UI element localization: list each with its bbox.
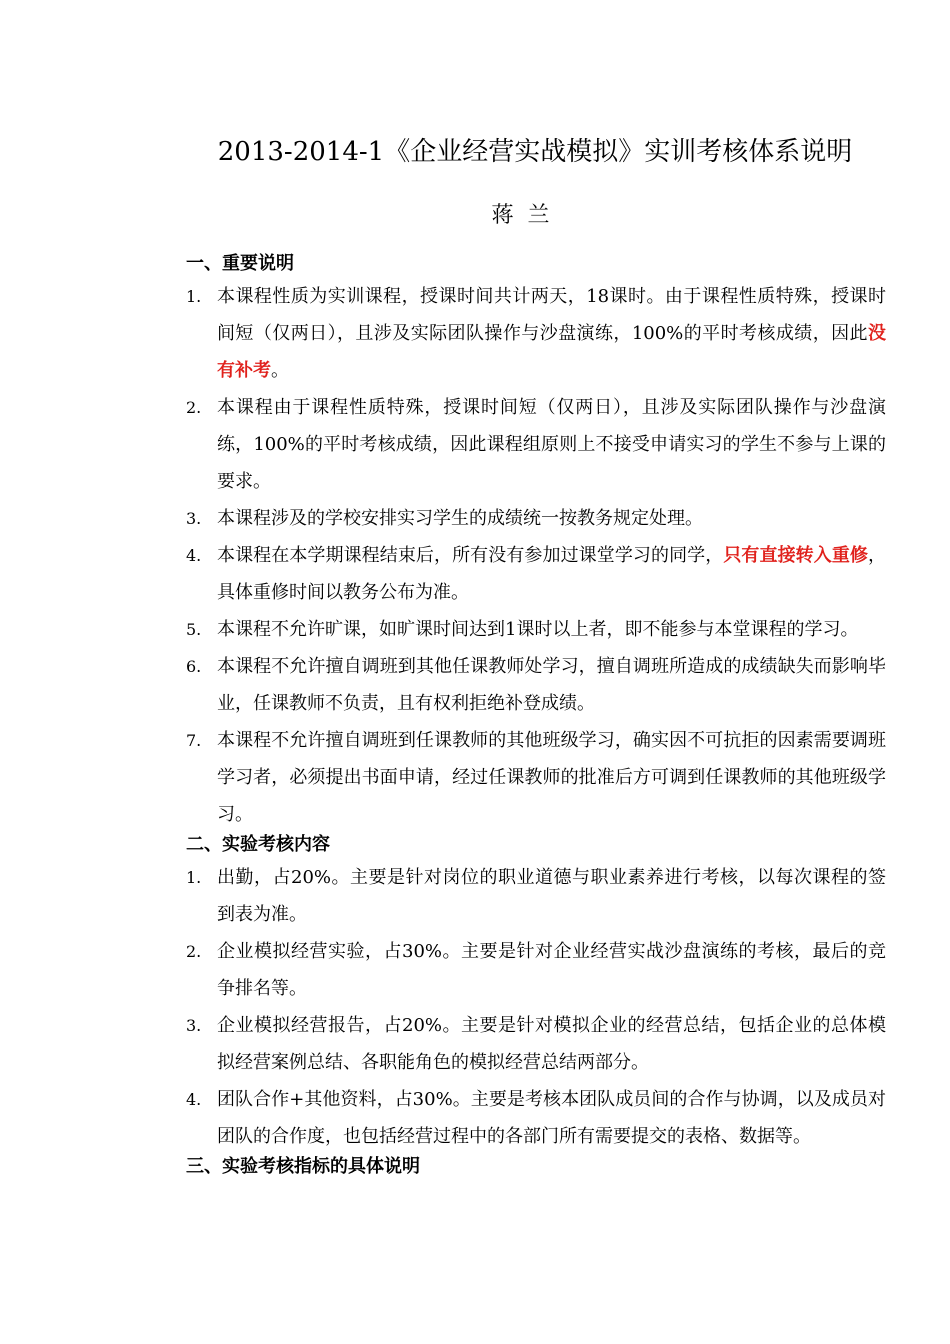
list-item-text bbox=[217, 389, 886, 500]
list-item-text bbox=[217, 648, 886, 722]
body-text: ，具体重修时间以教务公布为准。 bbox=[217, 545, 887, 603]
list-item bbox=[186, 722, 886, 833]
body-text: 本课程不允许擅自调班到任课教师的其他班级学习，确实因不可抗拒的因素需要调班学习者，必须提出书面申请，经过任课教师的批准后方可调到任课教师的其他班级学习。 bbox=[217, 730, 886, 825]
body-text: 本课程在本学期课程结束后，所有没有参加过课堂学习的同学， bbox=[217, 545, 724, 566]
list-item bbox=[186, 389, 886, 500]
list-item-number: 7. bbox=[186, 731, 202, 750]
list-item-number: 6. bbox=[186, 657, 202, 676]
list-item-text bbox=[217, 1007, 886, 1081]
list-item-number: 3. bbox=[186, 509, 202, 528]
emphasis-text: 没有补考 bbox=[217, 323, 886, 381]
body-text: 。 bbox=[271, 360, 289, 381]
section-list bbox=[186, 278, 886, 833]
list-item bbox=[186, 859, 886, 933]
body-text: 本课程不允许旷课，如旷课时间达到1课时以上者，即不能参与本堂课程的学习。 bbox=[217, 619, 859, 640]
section-heading: 二、实验考核内容 bbox=[186, 834, 330, 855]
body-text: 企业模拟经营报告，占20%。主要是针对模拟企业的经营总结，包括企业的总体模拟经营案例总结、各职能角色的模拟经营总结两部分。 bbox=[217, 1015, 886, 1073]
list-item bbox=[186, 1081, 886, 1155]
list-item bbox=[186, 611, 886, 648]
document-title: 2013-2014-1《企业经营实战模拟》实训考核体系说明 bbox=[217, 137, 853, 167]
list-item bbox=[186, 500, 886, 537]
document-body bbox=[186, 252, 886, 1181]
body-text: 本课程性质为实训课程，授课时间共计两天，18课时。由于课程性质特殊，授课时间短（仅两日），且涉及实际团队操作与沙盘演练，100%的平时考核成绩，因此 bbox=[217, 286, 886, 344]
list-item-text bbox=[217, 1081, 886, 1155]
body-text: 本课程涉及的学校安排实习学生的成绩统一按教务规定处理。 bbox=[217, 508, 703, 529]
list-item-text bbox=[217, 500, 886, 537]
list-item bbox=[186, 648, 886, 722]
list-item-number: 2. bbox=[186, 398, 202, 417]
list-item bbox=[186, 278, 886, 389]
list-item-text bbox=[217, 933, 886, 1007]
body-text: 团队合作+其他资料，占30%。主要是考核本团队成员间的合作与协调，以及成员对团队的合作度，也包括经营过程中的各部门所有需要提交的表格、数据等。 bbox=[217, 1089, 886, 1147]
list-item-number: 3. bbox=[186, 1016, 202, 1035]
list-item-number: 2. bbox=[186, 942, 202, 961]
list-item bbox=[186, 933, 886, 1007]
list-item-text bbox=[217, 537, 886, 611]
list-item-number: 1. bbox=[186, 868, 202, 887]
author-name: 蒋兰 bbox=[491, 203, 564, 228]
list-item-text bbox=[217, 722, 886, 833]
section-heading: 一、重要说明 bbox=[186, 253, 294, 274]
list-item bbox=[186, 537, 886, 611]
body-text: 出勤，占20%。主要是针对岗位的职业道德与职业素养进行考核，以每次课程的签到表为准。 bbox=[217, 867, 886, 925]
body-text: 企业模拟经营实验，占30%。主要是针对企业经营实战沙盘演练的考核，最后的竞争排名等。 bbox=[217, 941, 886, 999]
body-text: 本课程不允许擅自调班到其他任课教师处学习，擅自调班所造成的成绩缺失而影响毕业，任课教师不负责，且有权利拒绝补登成绩。 bbox=[217, 656, 886, 714]
list-item-number: 1. bbox=[186, 287, 202, 306]
emphasis-text: 只有直接转入重修 bbox=[723, 545, 869, 566]
list-item bbox=[186, 1007, 886, 1081]
list-item-text bbox=[217, 859, 886, 933]
list-item-number: 5. bbox=[186, 620, 202, 639]
list-item-number: 4. bbox=[186, 1090, 202, 1109]
section-heading: 三、实验考核指标的具体说明 bbox=[186, 1156, 420, 1177]
body-text: 本课程由于课程性质特殊，授课时间短（仅两日），且涉及实际团队操作与沙盘演练，100%的平时考核成绩，因此课程组原则上不接受申请实习的学生不参与上课的要求。 bbox=[217, 397, 886, 492]
section-list bbox=[186, 859, 886, 1155]
list-item-number: 4. bbox=[186, 546, 202, 565]
list-item-text bbox=[217, 278, 886, 389]
list-item-text bbox=[217, 611, 886, 648]
